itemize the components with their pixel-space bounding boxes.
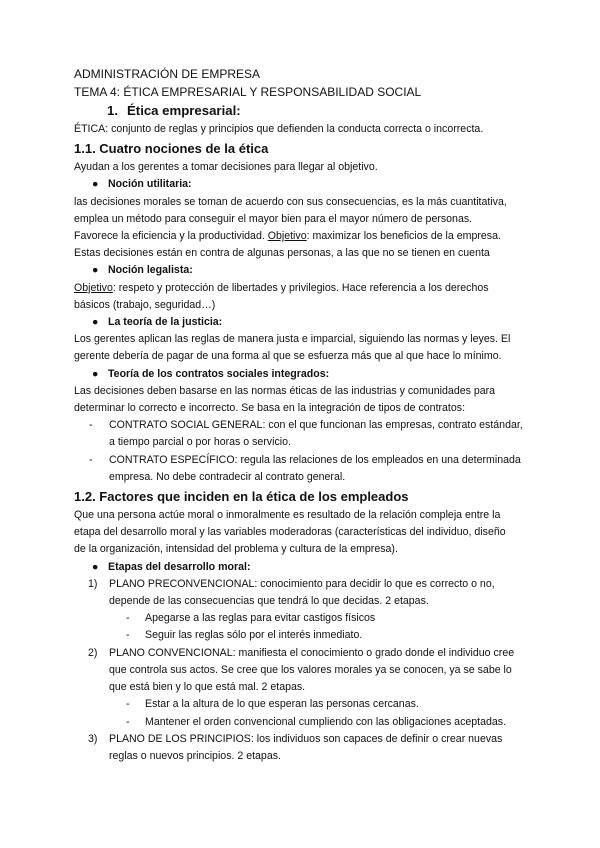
utilitaria-line-1: las decisiones morales se toman de acuerdo con sus consecuencias, es la más cuantitativa, xyxy=(74,195,507,208)
plano-1-line-1: PLANO PRECONVENCIONAL: conocimiento para decidir lo que es correcto o no, xyxy=(109,577,495,590)
plano-2-line-2: que controla sus actos. Se cree que los valores morales ya se conocen, ya se sabe lo xyxy=(109,663,512,676)
etica-definition: ÉTICA: conjunto de reglas y principios que defienden la conducta correcta o incorrecta. xyxy=(74,123,484,135)
plano-2-line-1: PLANO CONVENCIONAL: manifiesta el conocimiento o grado donde el individuo cree xyxy=(109,646,515,659)
plano-2-sub-2-text: Mantener el orden convencional cumpliendo con las obligaciones aceptadas. xyxy=(145,715,507,728)
dash-mark: - xyxy=(126,698,130,711)
utilitaria-line-3a: Favorece la eficiencia y la productividad. xyxy=(74,230,268,243)
bullet-justicia-title: La teoría de la justicia: xyxy=(108,316,223,329)
bullet-utilitaria xyxy=(74,176,529,193)
plano-2-line-3: que está bien y lo que está mal. 2 etapas. xyxy=(109,681,306,694)
utilitaria-line-4: Estas decisiones están en contra de algunas personas, a las que no se tienen en cuenta xyxy=(74,247,490,260)
objetivo-underlined: Objetivo xyxy=(267,230,307,243)
dash-mark: - xyxy=(89,453,93,466)
dash-mark: - xyxy=(126,715,130,728)
bullet-icon: ● xyxy=(92,367,99,380)
plano-1-sub-2-text: Seguir las reglas sólo por el interés inmediato. xyxy=(145,629,363,642)
contrato-especifico-line-1: CONTRATO ESPECÍFICO: regula las relaciones de los empleados en una determinada xyxy=(109,453,521,466)
plano-preconvencional xyxy=(74,576,529,593)
course-title: ADMINISTRACIÓN DE EMPRESA xyxy=(74,67,261,81)
plano-1-line-2: depende de las consecuencias que tendrá lo que decidas. 2 etapas. xyxy=(109,595,429,608)
bullet-icon: ● xyxy=(92,178,99,191)
topic-title: TEMA 4: ÉTICA EMPRESARIAL Y RESPONSABILIDAD SOCIAL xyxy=(74,84,422,99)
list-number: 1) xyxy=(88,577,98,590)
plano-convencional-cont-1 xyxy=(74,662,529,679)
legalista-line-1 xyxy=(74,280,529,297)
bullet-etapas xyxy=(74,559,529,576)
section-1-2-line-3: de la organización, intensidad del problema y cultura de la empresa). xyxy=(74,543,398,556)
bullet-contratos-title: Teoría de los contratos sociales integrados: xyxy=(108,367,330,380)
contratos-line-2: determinar lo correcto e incorrecto. Se basa en la integración de tipos de contratos: xyxy=(74,402,466,415)
plano-principios xyxy=(74,731,529,748)
bullet-icon: ● xyxy=(92,264,99,277)
bullet-icon: ● xyxy=(92,316,99,329)
plano-convencional xyxy=(74,645,529,662)
contrato-especifico-item xyxy=(74,452,529,469)
bullet-etapas-title: Etapas del desarrollo moral: xyxy=(108,560,251,573)
dash-mark: - xyxy=(126,612,130,625)
utilitaria-line-3 xyxy=(74,228,529,245)
utilitaria-line-3b: : maximizar los beneficios de la empresa. xyxy=(306,230,501,243)
justicia-line-2: gerente debería de pagar de una forma al que se esfuerza más que al que hace lo mínimo. xyxy=(74,350,502,363)
plano-principios-cont xyxy=(74,748,529,765)
plano-preconvencional-cont xyxy=(74,593,529,610)
bullet-icon: ● xyxy=(92,560,99,573)
section-1-1-intro: Ayudan a los gerentes a tomar decisiones para llegar al objetivo. xyxy=(74,161,378,174)
bullet-legalista xyxy=(74,262,529,279)
plano-2-sub-1-text: Estar a la altura de lo que esperan las personas cercanas. xyxy=(145,698,419,711)
contrato-especifico-cont xyxy=(74,469,529,486)
bullet-utilitaria-title: Noción utilitaria: xyxy=(108,178,192,191)
section-1-1-heading: 1.1. Cuatro nociones de la ética xyxy=(74,141,269,157)
list-number: 3) xyxy=(88,732,98,745)
justicia-line-1: Los gerentes aplican las reglas de manera justa e imparcial, siguiendo las normas y leyes. El xyxy=(74,333,511,346)
bullet-legalista-title: Noción legalista: xyxy=(108,264,193,277)
dash-mark: - xyxy=(126,629,130,642)
plano-2-sub-1 xyxy=(74,696,529,713)
document-page xyxy=(74,66,529,765)
legalista-line-1b: : respeto y protección de libertades y privilegios. Hace referencia a los derechos xyxy=(112,281,489,294)
utilitaria-line-2: emplea un método para conseguir el mayor bien para el mayor número de personas. xyxy=(74,212,473,225)
section-1-heading xyxy=(74,101,529,121)
plano-3-line-1: PLANO DE LOS PRINCIPIOS: los individuos son capaces de definir o crear nuevas xyxy=(109,732,503,745)
plano-convencional-cont-2 xyxy=(74,679,529,696)
dash-mark: - xyxy=(89,419,93,432)
contrato-general-line-1: CONTRATO SOCIAL GENERAL: con el que funcionan las empresas, contrato estándar, xyxy=(109,419,523,432)
list-number: 2) xyxy=(88,646,98,659)
section-1-2-line-2: etapa del desarrollo moral y las variables moderadoras (características del individuo, diseño xyxy=(74,526,506,539)
section-1-2-line-1: Que una persona actúe moral o inmoralmente es resultado de la relación compleja entre la xyxy=(74,509,501,522)
plano-1-sub-1-text: Apegarse a las reglas para evitar castigos físicos xyxy=(145,612,376,625)
plano-2-sub-2 xyxy=(74,714,529,731)
section-1-number: 1. xyxy=(107,103,118,118)
contratos-line-1: Las decisiones deben basarse en las normas éticas de las industrias y comunidades para xyxy=(74,384,496,397)
plano-1-sub-2 xyxy=(74,627,529,644)
legalista-line-2: básicos (trabajo, seguridad…) xyxy=(74,298,216,311)
contrato-general-item xyxy=(74,417,529,434)
objetivo-underlined: Objetivo xyxy=(74,281,113,294)
bullet-contratos xyxy=(74,366,529,383)
plano-3-line-2: reglas o nuevos principios. 2 etapas. xyxy=(109,749,281,762)
bullet-justicia xyxy=(74,314,529,331)
contrato-especifico-line-2: empresa. No debe contradecir al contrato general. xyxy=(109,470,346,483)
plano-1-sub-1 xyxy=(74,610,529,627)
contrato-general-line-2: a tiempo parcial o por horas o servicio. xyxy=(109,436,291,449)
section-1-title: Ética empresarial: xyxy=(127,103,241,118)
contrato-general-cont xyxy=(74,434,529,451)
section-1-2-heading: 1.2. Factores que inciden en la ética de los empleados xyxy=(74,489,409,505)
